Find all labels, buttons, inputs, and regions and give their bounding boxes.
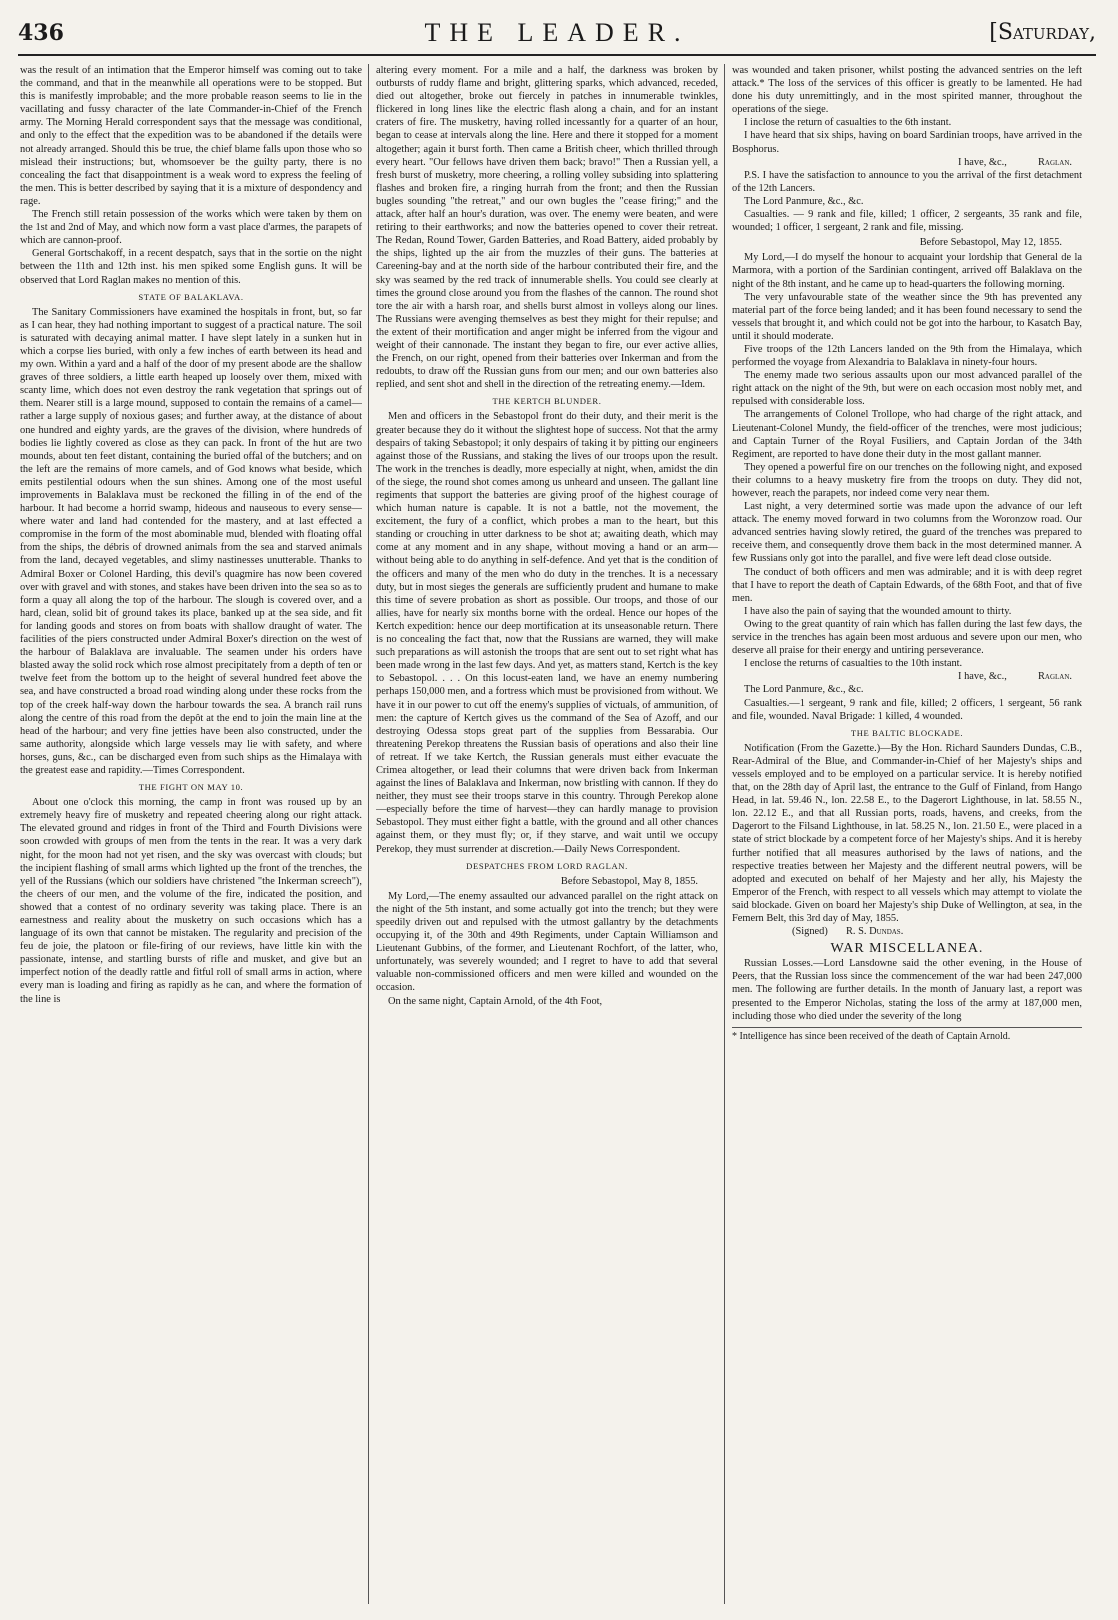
paragraph: The enemy made two serious assaults upon our most advanced parallel of the right attack on the night of the 9th, but were on each occasion most nobly met, and repulsed with considerable loss. (732, 370, 1082, 408)
paragraph: Notification (From the Gazette.)—By the Hon. Richard Saunders Dundas, C.B., Rear-Admiral of the Blue, and Commander-in-Chief of her Majesty's ships and vessels employed and to be employed on a particular service. It is hereby notified that, on the 28th day of April last, the entrance to the Gulf of Finland, from Hango Head, in lat. 59.46 N., lon. 22.58 E., to the Dagerort Lighthouse, in lat. 58.55 N., lon. 22.12 E., and that all Russian ports, roads, havens, and creeks, from the Dagerort to the Filsand Lighthouse, in lat. 58.25 N., lon. 21.50 E., were placed in a state of strict blockade by a competent force of her Majesty's ships. And it is hereby further notified that all measures authorised by the laws of nations, and the respective treaties between her Majesty and the different neutral powers, will be adopted and executed on behalf of her Majesty and her ally, his Majesty the Emperor of the French, with respect to all vessels which may attempt to violate the said blockade. Given on board her Majesty's ship Duke of Wellington, at sea, in the Femern Belt, this 3rd day of May, 1855. (732, 742, 1082, 924)
signature-text: I have, &c., (958, 156, 1007, 168)
column-rule (724, 64, 725, 1604)
section-heading: THE KERTCH BLUNDER. (492, 396, 602, 407)
column-3 (732, 64, 1082, 1604)
section-heading: WAR MISCELLANEA. (830, 941, 984, 957)
paragraph: Casualties. — 9 rank and file, killed; 1 officer, 2 sergeants, 35 rank and file, wounded; 1 officer, 1 sergeant, 2 rank and file, missing. (732, 209, 1082, 234)
paragraph: On the same night, Captain Arnold, of the 4th Foot, (388, 995, 603, 1007)
signed-label: (Signed) (792, 926, 828, 938)
paragraph: General Gortschakoff, in a recent despatch, says that in the sortie on the night between the 11th and 12th inst. his men spiked some English guns. It will be observed that Lord Raglan makes no mention of this. (20, 248, 362, 286)
section-heading: THE BALTIC BLOCKADE. (850, 727, 964, 738)
paragraph: Casualties.—1 sergeant, 9 rank and file, killed; 2 officers, 1 sergeant, 56 rank and file, wounded. Naval Brigade: 1 killed, 4 wounded. (732, 697, 1082, 722)
paragraph: I inclose the return of casualties to the 6th instant. (744, 117, 952, 129)
paragraph: was wounded and taken prisoner, whilst posting the advanced sentries on the left attack.* The loss of the services of this officer is greatly to be lamented. He had done his duty unremittingly, and in the most spirited manner, throughout the operations of the siege. (732, 65, 1082, 116)
paragraph: I have also the pain of saying that the wounded amount to thirty. (744, 605, 1012, 617)
column-rule (368, 64, 369, 1604)
section-heading: STATE OF BALAKLAVA. (138, 291, 244, 302)
signature-line (732, 670, 1082, 683)
paragraph: The arrangements of Colonel Trollope, who had charge of the right attack, and Lieutenant-Colonel Mundy, the field-officer of the trenches, were most judicious; and Captain Turner of the Royal Fusiliers, and Captain Jordan of the 34th Regiment, are reported to have done their duty in the most gallant manner. (732, 409, 1082, 460)
paragraph: My Lord,—I do myself the honour to acquaint your lordship that General de la Marmora, with a portion of the Sardinian contingent, arrived off Balaklava on the night of the 8th instant, and he came up to head-quarters the following morning. (732, 252, 1082, 290)
dateline: Before Sebastopol, May 8, 1855. (560, 875, 698, 887)
paragraph: The conduct of both officers and men was admirable; and it is with deep regret that I have to report the death of Captain Edwards, of the 68th Foot, and that of five men. (732, 566, 1082, 604)
paragraph: The Lord Panmure, &c., &c. (744, 195, 864, 207)
paragraph: About one o'clock this morning, the camp in front was roused up by an extremely heavy fire of musketry and repeated cheering along our right attack. The elevated ground and ridges in front of the Third and Fourth Divisions were soon crowded with groups of men from the tents in the rear. It was a very dark night, for the moon had not yet risen, and the sky was overcast with clouds; but the incipient flashing of small arms which lighted up the front of the trenches, the yell of the Russians (which our soldiers have christened "the Inkerman screech"), the cheers of our men, and the volume of the fire, indicated the position, and showed that a contest of no ordinary severity was taking place. There is an earnestness and reality about the musketry on such occasions which has a language of its own that cannot be mistaken. The regularity and precision of the feu de joie, the platoon or file-firing of our reviews, have little kin with the passionate, intense, and startling bursts of rifle and musket, and give but an imperfect notion of the deadly rattle and fitful roll of small arms in action, where every man is loading and firing as rapidly as he can, and where the formation of the line is (20, 797, 362, 1005)
paragraph: The French still retain possession of the works which were taken by them on the 1st and 2nd of May, and which now form a vast place d'armes, the parapets of which are cannon-proof. (20, 209, 362, 247)
signed-name: R. S. Dundas. (845, 926, 904, 938)
paragraph: P.S. I have the satisfaction to announce to you the arrival of the first detachment of the 12th Lancers. (732, 169, 1082, 194)
paragraph: Russian Losses.—Lord Lansdowne said the other evening, in the House of Peers, that the Russian loss since the commencement of the war had been 247,000 men. The following are further details. In the month of January last, a report was presented to the Emperor Nicholas, stating the loss of the army at 187,000 men, including those who died under the severity of the long (732, 958, 1082, 1022)
paragraph: Owing to the great quantity of rain which has fallen during the last few days, the service in the trenches has again been most arduous and severe upon our men, who deserve all praise for their energy and untiring perseverance. (732, 618, 1082, 657)
column-2 (376, 64, 718, 1604)
signature-name: Raglan. (1037, 671, 1072, 683)
paragraph: The Lord Panmure, &c., &c. (744, 684, 864, 696)
signature-name: Raglan. (1037, 156, 1072, 168)
masthead (18, 14, 1096, 56)
issue-day: [Saturday, (989, 20, 1096, 45)
paragraph: Five troops of the 12th Lancers landed on the 9th from the Himalaya, which performed the voyage from Alexandria to Balaklava in ninety-four hours. (732, 343, 1082, 369)
paragraph: was the result of an intimation that the Emperor himself was coming out to take the command, and that in the meanwhile all operations were to be stopped. But this is manifestly improbable; and the more probable reason seems to lie in the vacillating and fussy character of the late Commander-in-Chief of the French army. The Morning Herald correspondent says that the message was conditional, and only to the effect that the expedition was to be abandoned if the details were not already arranged. Should this be true, the chief blame falls upon those who so mislead their instructions; but, whomsoever be the guilty party, there is no concealing the fact that disappointment is a weak word to express the feeling of the men. This is better described by saying that it is a mixture of despondency and rage. (20, 65, 362, 207)
column-1 (20, 64, 362, 1604)
footnote: * Intelligence has since been received of the death of Captain Arnold. (732, 1027, 1082, 1043)
section-heading: THE FIGHT ON MAY 10. (138, 782, 244, 793)
dateline: Before Sebastopol, May 12, 1855. (919, 237, 1062, 249)
section-heading: DESPATCHES FROM LORD RAGLAN. (466, 860, 628, 871)
paragraph: The very unfavourable state of the weather since the 9th has prevented any material part of the force being landed; and it has been found necessary to send the vessels that brought it, and which could not be got into the harbour, to Kasatch Bay, until it should moderate. (732, 291, 1082, 342)
signature-line (732, 156, 1082, 169)
paragraph: Last night, a very determined sortie was made upon the advance of our left attack. The enemy moved forward in two columns from the Woronzow road. Our advanced sentries having slowly retired, the guard of the trenches was prepared to receive them, and consequently drove them back in the most determined manner. A few Russians only got into the parallel, and five were left dead close outside. (732, 501, 1082, 565)
signature-text: I have, &c., (958, 671, 1007, 683)
paragraph: I enclose the returns of casualties to the 10th instant. (744, 658, 963, 670)
paragraph: My Lord,—The enemy assaulted our advanced parallel on the right attack on the night of the 5th instant, and some actually got into the trench; but they were speedily driven out and repulsed with the utmost gallantry by the detachments occupying it, of the 30th and 49th Regiments, under Captain Williamson and Lieutenant Gubbins, of the former, and Lieutenant Rochfort, of the latter, who, unfortunately, was severely wounded; and I regret to have to add that several valuable non-commissioned officers and men were killed and wounded on the occasion. (376, 890, 718, 994)
newspaper-title: THE LEADER. (424, 18, 690, 47)
paragraph: I have heard that six ships, having on board Sardinian troops, have arrived in the Bosphorus. (732, 130, 1082, 155)
paragraph: The Sanitary Commissioners have examined the hospitals in front, but, so far as I can hear, they had nothing important to suggest of a practical nature. The soil is saturated with decaying animal matter. I have slept lately in a sunken hut in which a corpse lies buried, with only a few inches of earth between its head and my own. Within a yard and a half of the door of my present abode are the shallow graves of three soldiers, a little earth heaped up loosely over them, mixed with scanty lime, which does not even destroy the rank vegetation that springs out of them. Nearer still is a large mound, supposed to contain the remains of a camel—rather a large supply of noxious gases; and further away, at the distance of about one hundred and eighty yards, are the graves of the division, where hundreds of bodies lie lightly covered as close as they can pack. In front of the hut are two mounds, about ten feet distant, containing the buried offal of the butchers; and on the left are the remains of more camels, and of God knows what beside, which emits pestilential odours when the sun shines. Among one of the most useful improvements in Balaklava must be reckoned the filling in of the end of the harbour. It had become a horrid swamp, hideous and nauseous to every sense—where water and land had contended for the mastery, and at last effected a compromise in the form of the most abominable mud, blended with floating offal from the ships, the débris of drowned animals from the sea and starved animals from the land, decayed vegetables, and slimy nastinesses unutterable. Thanks to Admiral Boxer or Colonel Harding, this devil's quagmire has now been covered over with gravel and with stones, and stakes have been driven into the sea so as to form a quay all along the top of the harbour. The slough is covered over, and a hard, clean, solid bit of ground takes its place, banked up at the sea side, and fit for landing goods and stores on from boats with shallow draught of water. The facilities of the piers constructed under Admiral Boxer's direction on the west of the harbour of Balaklava are invaluable. The seamen under his orders have blasted away the solid rock which rose almost precipitately from a depth of ten or twelve feet from the bottom up to the height of several hundred feet above the sea, and have constructed a broad road winding along under these rocks from the top of the creek half-way down the harbour towards the sea. A branch rail runs along the centre of this road from the depôt at the end to join the main line at the head of the harbour; and very fine jetties have been also constructed, under the same authority, alongside which large vessels may lie with safety, and where horses, guns, &c., can be discharged even from such ships as the Himalaya with the greatest ease and rapidity.—Times Correspondent. (20, 306, 362, 776)
paragraph: They opened a powerful fire on our trenches on the following night, and exposed their columns to a heavy musketry fire from the troops on duty. They did not, however, reach the parapets, nor indeed come very near them. (732, 461, 1082, 499)
page-number: 436 (18, 20, 64, 46)
paragraph: altering every moment. For a mile and a half, the darkness was broken by outbursts of ruddy flame and bright, glittering sparks, which advanced, receded, died out altogether, broke out fiercely in patches in innumerable twinkles, flickered in long lines like the electric flash along a chain, and for an instant craters of fire. The musketry, having rolled incessantly for a quarter of an hour, began to cease at intervals along the line. Here and there it stopped for a moment altogether; again it burst forth. Then came a British cheer, which thrilled through every heart. "Our fellows have driven them back; bravo!" Then a Russian yell, a fresh burst of musketry, more cheering, a rolling volley subsiding into splattering flashes and broken fire, a ringing hurrah from the front; and then the Russian bugles sounding "the retreat," and our own bugles the "cease firing;" and the attack, after half an hour's duration, was over. The enemy were beaten, and were retiring to their earthworks; and now the batteries opened to cover their retreat. The Redan, Round Tower, Garden Batteries, and Road Battery, aided probably by the ships, lighted up the air from the muzzles of their guns. The batteries at Careening-bay and at the north side of the harbour contributed their fire, and the sky was seamed by the red track of innumerable shells. You could see clearly at times the ground close around you from the flashes of the cannon. The round shot tore the air with a harsh roar, and shells burst almost in volleys along our lines. The Russians were avenging themselves as best they might for their repulse; and the extent of their mortification and anger might be inferred from the vigour and weight of their cannonade. The instant they began to fire, our ever active allies, the French, on our right, opened from their batteries over Inkerman and from the redoubts, to draw off the Russian guns from our men; and our own batteries also replied, and sent shot and shell in the direction of the retreating enemy.—Idem. (376, 65, 718, 391)
paragraph: Men and officers in the Sebastopol front do their duty, and their merit is the greater because they do it without the slightest hope of success. Not that the army despairs of taking Sebastopol; it only despairs of taking it by pitting our engineers against those of the Russians, and staking the lives of our troops upon the result. The work in the trenches is deadly, more especially at night, when, amidst the din of the siege, the round shot comes among us unheard and unseen. The gallant line regiments that support the batteries are giving proof of the highest courage of which human nature is capable. It is not a battle, not the movement, the excitement, the fury of a conflict, which probes a man to the heart, but this standing or crouching in utter darkness to be shot at; awaiting death, which may come at any moment and in any shape, without moving a hand or an arm—without being able to do anything in self-defence. And yet that is the condition of the officers and many of the men who do duty in the trenches. It is a necessary duty, but in most sieges the generals are sufficiently prudent and humane to make this time of severe probation as short as possible. Our troops, and those of our allies, have for nearly six months borne with the ordeal. Hence our hopes of the Kertch expedition: hence our deep mortification at its unseasonable return. There is no concealing the fact that, now that the Russians are warned, they will make such preparations as will astonish the troops that are sent out to set right what has been made wrong in the last few days. And yet, as matters stand, Kertch is the key to Sebastopol. . . . On this locust-eaten land, we have an enemy numbering perhaps 150,000 men, and a fortress which must be provisioned from without. We have it in our power to cut off the enemy's supplies of victuals, of ammunition, of men: the capture of Kertch gives us the command of the Sea of Azoff, and our destroying Odessa stops great part of the supplies from Bessarabia. Our threatening Perekop threatens the Russian basis of operations and also their line of retreat. If we take Kertch, the Russian generals must either evacuate the Crimea altogether, or lead their columns that were driven back from Inkerman against the lines of Balaklava and Inkerman, now bristling with cannon. If they do neither, they must see their troops starve in this country. Through Perekop alone—especially before the time of harvest—they can hardly manage to provision Sebastopol. They must either fight a battle, with the ground and all other chances against them, or they must fly; or, if they starve, and wait until we occupy Perekop, they must surrender at discretion.—Daily News Correspondent. (376, 411, 718, 855)
signed-line (732, 925, 1082, 938)
